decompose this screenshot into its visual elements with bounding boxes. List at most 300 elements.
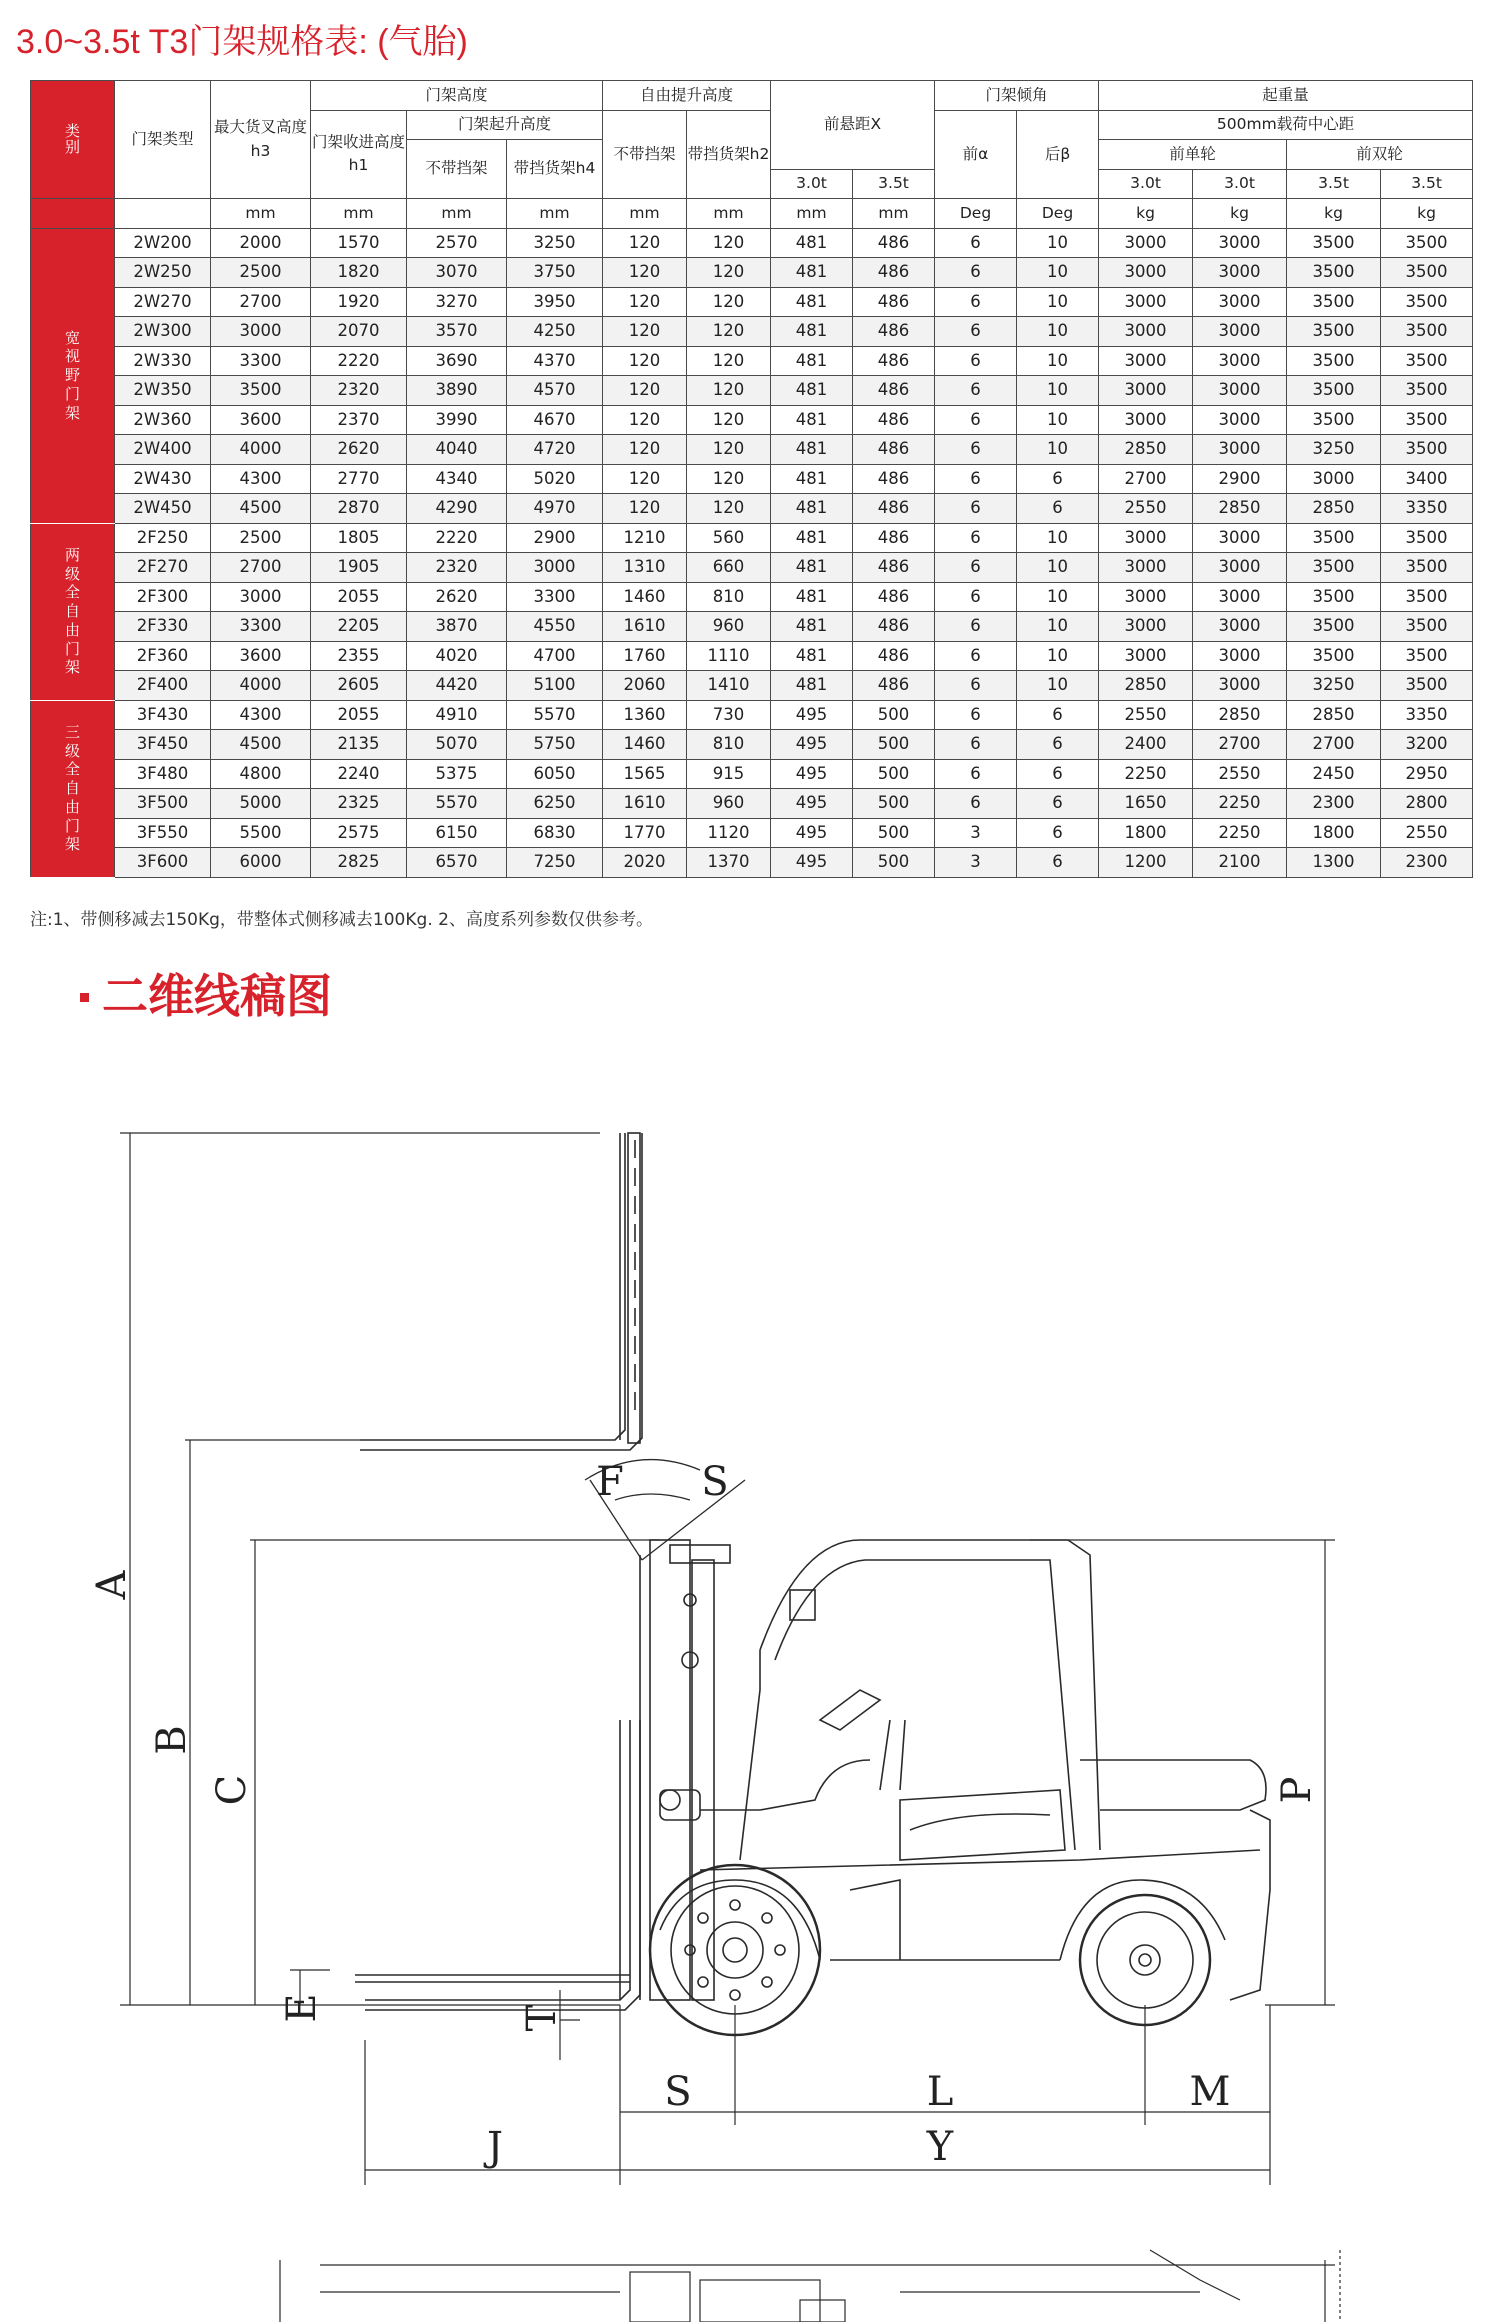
table-cell: 6 — [1017, 789, 1099, 819]
table-cell: 10 — [1017, 523, 1099, 553]
table-cell: 2055 — [311, 582, 407, 612]
table-cell: 960 — [687, 789, 771, 819]
table-cell: 2060 — [603, 671, 687, 701]
table-cell: 3000 — [211, 317, 311, 347]
table-cell: 3500 — [1287, 287, 1381, 317]
table-cell: 120 — [687, 464, 771, 494]
header-free-with-backrest: 带挡货架h2 — [687, 110, 771, 199]
table-cell: 3500 — [1381, 582, 1473, 612]
mast-type-cell: 3F480 — [115, 759, 211, 789]
table-cell: 10 — [1017, 435, 1099, 465]
table-cell: 3950 — [507, 287, 603, 317]
header-no-backrest: 不带挡架 — [407, 140, 507, 199]
raised-fork — [360, 1133, 642, 1450]
table-cell: 5070 — [407, 730, 507, 760]
table-cell: 120 — [603, 376, 687, 406]
table-cell: 3350 — [1381, 700, 1473, 730]
table-cell: 3500 — [1287, 258, 1381, 288]
table-cell: 2450 — [1287, 759, 1381, 789]
table-cell: 4800 — [211, 759, 311, 789]
table-cell: 2850 — [1193, 700, 1287, 730]
header-cap-a: 3.0t — [1099, 169, 1193, 199]
header-overhang-30: 3.0t — [771, 169, 853, 199]
truck-body — [660, 1540, 1270, 2000]
table-cell: 2900 — [1193, 464, 1287, 494]
table-cell: 2500 — [211, 523, 311, 553]
table-cell: 4020 — [407, 641, 507, 671]
mast-type-cell: 2W270 — [115, 287, 211, 317]
table-cell: 4550 — [507, 612, 603, 642]
header-single-front: 前单轮 — [1099, 140, 1287, 170]
header-max-fork-height: 最大货叉高度h3 — [211, 81, 311, 199]
header-extended-height: 门架起升高度 — [407, 110, 603, 140]
table-cell: 5375 — [407, 759, 507, 789]
table-cell: 6830 — [507, 818, 603, 848]
table-cell: 3600 — [211, 405, 311, 435]
table-cell: 3000 — [1193, 346, 1287, 376]
table-cell: 4340 — [407, 464, 507, 494]
table-cell: 5570 — [507, 700, 603, 730]
table-cell: 3500 — [1287, 523, 1381, 553]
table-cell: 2550 — [1099, 494, 1193, 524]
table-cell: 486 — [853, 435, 935, 465]
table-cell: 120 — [603, 464, 687, 494]
table-cell: 2250 — [1099, 759, 1193, 789]
table-cell: 3500 — [1287, 405, 1381, 435]
table-cell: 3000 — [1099, 641, 1193, 671]
table-cell: 3500 — [211, 376, 311, 406]
table-cell: 486 — [853, 612, 935, 642]
table-cell: 5750 — [507, 730, 603, 760]
table-cell: 660 — [687, 553, 771, 583]
header-cap-d: 3.5t — [1381, 169, 1473, 199]
table-cell: 3500 — [1381, 376, 1473, 406]
table-cell: 10 — [1017, 317, 1099, 347]
mast-type-cell: 2F270 — [115, 553, 211, 583]
mast-type-cell: 3F450 — [115, 730, 211, 760]
table-cell: 6 — [1017, 730, 1099, 760]
table-cell: 500 — [853, 730, 935, 760]
mast-type-cell: 2W250 — [115, 258, 211, 288]
table-cell: 6 — [935, 435, 1017, 465]
table-cell: 3000 — [1099, 346, 1193, 376]
table-cell: 6150 — [407, 818, 507, 848]
table-cell: 3000 — [1193, 435, 1287, 465]
table-cell: 2000 — [211, 228, 311, 258]
table-cell: 2700 — [1193, 730, 1287, 760]
header-double-front: 前双轮 — [1287, 140, 1473, 170]
dim-label-j: J — [486, 2124, 504, 2170]
table-cell: 3000 — [1193, 376, 1287, 406]
table-cell: 3070 — [407, 258, 507, 288]
table-cell: 6 — [935, 228, 1017, 258]
table-cell: 3000 — [1099, 582, 1193, 612]
table-cell: 3500 — [1381, 435, 1473, 465]
mast-type-cell: 3F550 — [115, 818, 211, 848]
mast-type-cell: 2W360 — [115, 405, 211, 435]
table-cell: 2700 — [211, 287, 311, 317]
table-cell: 6050 — [507, 759, 603, 789]
table-cell: 6 — [935, 730, 1017, 760]
table-cell: 560 — [687, 523, 771, 553]
table-cell: 3000 — [1287, 464, 1381, 494]
table-cell: 10 — [1017, 346, 1099, 376]
table-cell: 3500 — [1381, 405, 1473, 435]
header-lowered-height: 门架收进高度h1 — [311, 110, 407, 199]
table-cell: 2850 — [1287, 494, 1381, 524]
table-cell: 3890 — [407, 376, 507, 406]
dim-label-p: P — [1274, 1776, 1320, 1804]
header-overhang-35: 3.5t — [853, 169, 935, 199]
table-cell: 2205 — [311, 612, 407, 642]
table-cell: 481 — [771, 582, 853, 612]
table-cell: 481 — [771, 346, 853, 376]
mast-type-cell: 2W330 — [115, 346, 211, 376]
table-cell: 486 — [853, 523, 935, 553]
table-cell: 3200 — [1381, 730, 1473, 760]
units-row: mm mm mm mm mm mm mm mm Deg Deg kg kg kg kg — [31, 199, 1473, 229]
table-cell: 1820 — [311, 258, 407, 288]
table-cell: 10 — [1017, 612, 1099, 642]
table-cell: 3000 — [1099, 317, 1193, 347]
table-cell: 3500 — [1381, 258, 1473, 288]
table-cell: 481 — [771, 435, 853, 465]
table-cell: 6 — [1017, 700, 1099, 730]
table-cell: 10 — [1017, 405, 1099, 435]
mast-type-cell: 2F330 — [115, 612, 211, 642]
table-cell: 120 — [687, 405, 771, 435]
table-cell: 10 — [1017, 287, 1099, 317]
table-cell: 4000 — [211, 671, 311, 701]
table-cell: 4000 — [211, 435, 311, 465]
table-cell: 2055 — [311, 700, 407, 730]
table-cell: 1610 — [603, 612, 687, 642]
header-free-lift: 自由提升高度 — [603, 81, 771, 111]
table-cell: 2320 — [407, 553, 507, 583]
table-cell: 481 — [771, 317, 853, 347]
table-cell: 4420 — [407, 671, 507, 701]
table-cell: 500 — [853, 818, 935, 848]
table-cell: 481 — [771, 258, 853, 288]
table-cell: 3000 — [211, 582, 311, 612]
table-cell: 1310 — [603, 553, 687, 583]
table-cell: 810 — [687, 730, 771, 760]
table-cell: 3300 — [211, 346, 311, 376]
table-cell: 486 — [853, 287, 935, 317]
plan-view-preview — [280, 2250, 1340, 2322]
table-cell: 3000 — [1099, 376, 1193, 406]
header-tilt: 门架倾角 — [935, 81, 1099, 111]
table-cell: 3870 — [407, 612, 507, 642]
table-cell: 3000 — [1099, 523, 1193, 553]
table-cell: 6 — [1017, 818, 1099, 848]
table-cell: 4720 — [507, 435, 603, 465]
table-cell: 3000 — [1193, 523, 1287, 553]
table-cell: 6 — [1017, 759, 1099, 789]
table-cell: 1905 — [311, 553, 407, 583]
table-cell: 1800 — [1287, 818, 1381, 848]
table-cell: 4970 — [507, 494, 603, 524]
table-cell: 120 — [687, 376, 771, 406]
table-cell: 3500 — [1287, 582, 1381, 612]
table-cell: 2850 — [1099, 435, 1193, 465]
table-cell: 2355 — [311, 641, 407, 671]
table-cell: 500 — [853, 848, 935, 878]
table-cell: 6 — [935, 464, 1017, 494]
dimension-lines — [120, 1133, 1335, 2185]
table-cell: 10 — [1017, 582, 1099, 612]
table-cell: 481 — [771, 464, 853, 494]
table-cell: 4500 — [211, 730, 311, 760]
table-cell: 7250 — [507, 848, 603, 878]
table-cell: 3000 — [1099, 228, 1193, 258]
table-cell: 120 — [603, 287, 687, 317]
mast-type-cell: 2W350 — [115, 376, 211, 406]
table-cell: 5570 — [407, 789, 507, 819]
table-cell: 6 — [935, 700, 1017, 730]
table-cell: 10 — [1017, 258, 1099, 288]
table-cell: 3000 — [1193, 553, 1287, 583]
table-cell: 2220 — [407, 523, 507, 553]
table-cell: 481 — [771, 405, 853, 435]
table-cell: 3000 — [1099, 612, 1193, 642]
table-cell: 3500 — [1287, 346, 1381, 376]
table-cell: 120 — [603, 228, 687, 258]
table-cell: 2300 — [1381, 848, 1473, 878]
table-cell: 120 — [603, 494, 687, 524]
table-cell: 481 — [771, 612, 853, 642]
table-cell: 3690 — [407, 346, 507, 376]
table-cell: 3750 — [507, 258, 603, 288]
table-cell: 1920 — [311, 287, 407, 317]
table-cell: 6 — [935, 494, 1017, 524]
table-cell: 486 — [853, 582, 935, 612]
table-cell: 120 — [603, 317, 687, 347]
table-cell: 495 — [771, 818, 853, 848]
table-cell: 730 — [687, 700, 771, 730]
table-cell: 3000 — [1193, 317, 1287, 347]
table-cell: 3000 — [1193, 671, 1287, 701]
table-cell: 3300 — [211, 612, 311, 642]
table-cell: 3500 — [1381, 287, 1473, 317]
dim-label-s-bottom: S — [664, 2069, 692, 2115]
table-cell: 2020 — [603, 848, 687, 878]
table-cell: 3000 — [1099, 258, 1193, 288]
table-cell: 481 — [771, 228, 853, 258]
table-cell: 2070 — [311, 317, 407, 347]
table-cell: 3500 — [1381, 228, 1473, 258]
table-cell: 3500 — [1287, 553, 1381, 583]
table-cell: 495 — [771, 848, 853, 878]
table-cell: 1460 — [603, 582, 687, 612]
table-cell: 3270 — [407, 287, 507, 317]
table-cell: 486 — [853, 346, 935, 376]
table-cell: 1410 — [687, 671, 771, 701]
header-capacity: 起重量 — [1099, 81, 1473, 111]
table-cell: 2825 — [311, 848, 407, 878]
table-cell: 810 — [687, 582, 771, 612]
table-cell: 10 — [1017, 553, 1099, 583]
table-cell: 2500 — [211, 258, 311, 288]
table-cell: 500 — [853, 759, 935, 789]
table-cell: 2850 — [1193, 494, 1287, 524]
mast-type-cell: 2F360 — [115, 641, 211, 671]
table-cell: 960 — [687, 612, 771, 642]
table-cell: 4300 — [211, 464, 311, 494]
table-cell: 2570 — [407, 228, 507, 258]
table-cell: 2370 — [311, 405, 407, 435]
table-cell: 2220 — [311, 346, 407, 376]
table-cell: 3000 — [1099, 287, 1193, 317]
table-cell: 6 — [935, 612, 1017, 642]
table-cell: 3000 — [507, 553, 603, 583]
table-cell: 3000 — [1193, 405, 1287, 435]
table-cell: 6 — [935, 553, 1017, 583]
table-cell: 6 — [935, 405, 1017, 435]
dim-label-b: B — [149, 1725, 195, 1755]
page-title: 3.0~3.5t T3门架规格表: (气胎) — [16, 23, 468, 61]
table-cell: 2700 — [1287, 730, 1381, 760]
header-free-no-backrest: 不带挡架 — [603, 110, 687, 199]
table-cell: 2300 — [1287, 789, 1381, 819]
table-cell: 481 — [771, 553, 853, 583]
table-cell: 120 — [687, 228, 771, 258]
table-cell: 486 — [853, 228, 935, 258]
table-cell: 486 — [853, 405, 935, 435]
table-cell: 5000 — [211, 789, 311, 819]
mast-type-cell: 2W300 — [115, 317, 211, 347]
table-cell: 1300 — [1287, 848, 1381, 878]
table-cell: 3 — [935, 848, 1017, 878]
table-cell: 120 — [687, 435, 771, 465]
table-cell: 6 — [1017, 494, 1099, 524]
table-cell: 1565 — [603, 759, 687, 789]
table-cell: 486 — [853, 376, 935, 406]
table-cell: 495 — [771, 700, 853, 730]
mast-type-cell: 2W450 — [115, 494, 211, 524]
dim-label-l: L — [926, 2069, 954, 2115]
lowered-fork — [355, 1720, 640, 2010]
table-cell: 3000 — [1193, 287, 1287, 317]
table-cell: 3500 — [1381, 553, 1473, 583]
mast-type-cell: 3F600 — [115, 848, 211, 878]
table-cell: 486 — [853, 258, 935, 288]
table-cell: 481 — [771, 494, 853, 524]
table-cell: 500 — [853, 700, 935, 730]
table-cell: 6 — [935, 346, 1017, 376]
table-cell: 3500 — [1381, 346, 1473, 376]
table-cell: 120 — [687, 317, 771, 347]
table-cell: 3000 — [1193, 258, 1287, 288]
table-cell: 3500 — [1287, 376, 1381, 406]
table-cell: 1800 — [1099, 818, 1193, 848]
table-cell: 495 — [771, 730, 853, 760]
table-cell: 10 — [1017, 671, 1099, 701]
table-cell: 120 — [603, 258, 687, 288]
mast-type-cell: 3F500 — [115, 789, 211, 819]
table-cell: 3500 — [1381, 523, 1473, 553]
table-cell: 500 — [853, 789, 935, 819]
table-cell: 5100 — [507, 671, 603, 701]
table-cell: 2900 — [507, 523, 603, 553]
group-label: 三级全自由门架 — [31, 700, 115, 877]
table-cell: 3000 — [1099, 405, 1193, 435]
table-cell: 1210 — [603, 523, 687, 553]
table-cell: 6 — [935, 258, 1017, 288]
mast-type-cell: 2F300 — [115, 582, 211, 612]
table-cell: 2700 — [211, 553, 311, 583]
table-cell: 2550 — [1099, 700, 1193, 730]
header-load-center: 500mm载荷中心距 — [1099, 110, 1473, 140]
table-cell: 3250 — [507, 228, 603, 258]
table-cell: 6 — [935, 376, 1017, 406]
table-cell: 3000 — [1193, 641, 1287, 671]
table-cell: 3000 — [1193, 582, 1287, 612]
table-cell: 2250 — [1193, 818, 1287, 848]
table-cell: 3000 — [1193, 228, 1287, 258]
table-cell: 3350 — [1381, 494, 1473, 524]
table-cell: 2950 — [1381, 759, 1473, 789]
table-cell: 2620 — [407, 582, 507, 612]
table-cell: 4700 — [507, 641, 603, 671]
table-cell: 6 — [935, 523, 1017, 553]
table-cell: 3990 — [407, 405, 507, 435]
table-cell: 3500 — [1381, 641, 1473, 671]
table-cell: 1370 — [687, 848, 771, 878]
table-cell: 120 — [687, 287, 771, 317]
dim-label-s-top: S — [701, 1459, 729, 1505]
table-cell: 6 — [935, 641, 1017, 671]
table-cell: 3500 — [1287, 228, 1381, 258]
table-cell: 3500 — [1287, 641, 1381, 671]
header-cap-c: 3.5t — [1287, 169, 1381, 199]
table-cell: 3570 — [407, 317, 507, 347]
table-cell: 2800 — [1381, 789, 1473, 819]
dim-label-f: F — [596, 1459, 624, 1505]
group-label: 宽视野门架 — [31, 228, 115, 523]
table-cell: 2770 — [311, 464, 407, 494]
table-cell: 1570 — [311, 228, 407, 258]
table-cell: 4250 — [507, 317, 603, 347]
mast-type-cell: 2F250 — [115, 523, 211, 553]
table-cell: 2550 — [1193, 759, 1287, 789]
table-cell: 1770 — [603, 818, 687, 848]
table-cell: 2870 — [311, 494, 407, 524]
header-tilt-front: 前α — [935, 110, 1017, 199]
group-header: 类别 — [31, 81, 115, 199]
dim-label-c: C — [209, 1774, 255, 1806]
table-cell: 3000 — [1099, 553, 1193, 583]
dim-label-e: E — [279, 1993, 325, 2023]
table-cell: 10 — [1017, 376, 1099, 406]
dim-label-y: Y — [926, 2124, 954, 2170]
header-cap-b: 3.0t — [1193, 169, 1287, 199]
table-cell: 2250 — [1193, 789, 1287, 819]
header-front-overhang: 前悬距X — [771, 81, 935, 170]
table-cell: 486 — [853, 464, 935, 494]
table-cell: 481 — [771, 641, 853, 671]
table-cell: 486 — [853, 641, 935, 671]
table-cell: 2240 — [311, 759, 407, 789]
table-cell: 120 — [687, 346, 771, 376]
table-cell: 481 — [771, 523, 853, 553]
table-cell: 3500 — [1381, 671, 1473, 701]
table-cell: 1200 — [1099, 848, 1193, 878]
table-cell: 4910 — [407, 700, 507, 730]
table-cell: 4370 — [507, 346, 603, 376]
table-cell: 6 — [935, 582, 1017, 612]
table-cell: 2575 — [311, 818, 407, 848]
